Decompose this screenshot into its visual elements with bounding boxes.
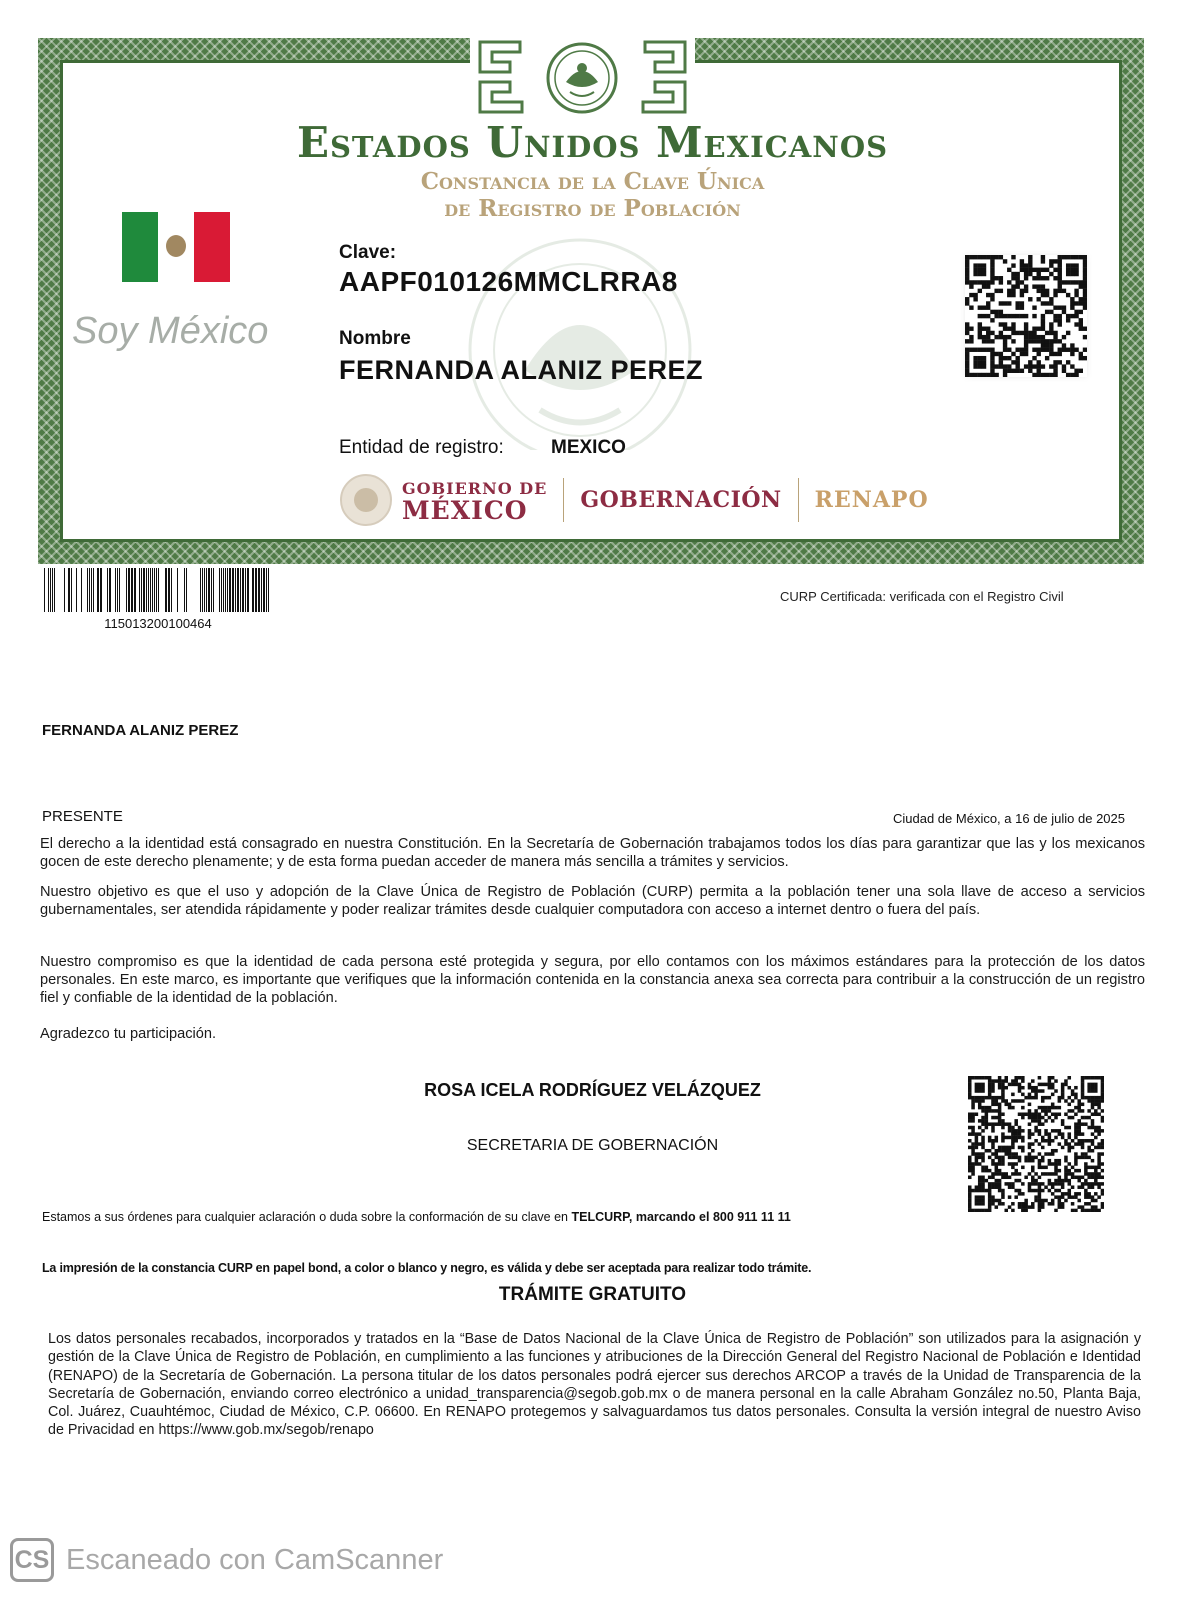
entidad-value: MEXICO	[551, 437, 626, 458]
government-seal-icon	[340, 474, 392, 526]
signer-name: ROSA ICELA RODRÍGUEZ VELÁZQUEZ	[424, 1080, 761, 1100]
letter-date: Ciudad de México, a 16 de julio de 2025	[893, 811, 1125, 826]
camscanner-logo-icon: CS	[10, 1538, 54, 1582]
national-crest-icon	[470, 38, 695, 120]
clave-value: AAPF010126MMCLRRA8	[339, 266, 678, 297]
entidad-label: Entidad de registro:	[339, 437, 504, 458]
qr-code-icon	[965, 255, 1087, 377]
free-procedure-notice: TRÁMITE GRATUITO	[498, 1284, 687, 1305]
letter-closing: Agradezco tu participación.	[40, 1026, 217, 1042]
certificate-qr-code	[965, 255, 1087, 377]
renapo-logo: RENAPO	[814, 487, 929, 513]
nombre-label: Nombre	[339, 328, 411, 349]
camscanner-text: Escaneado con CamScanner	[66, 1543, 444, 1576]
privacy-notice: Los datos personales recabados, incorporados y tratados en la “Base de Datos Nacional de la Clave Única de Registro de Población” son utilizados para la asignación y gestión de la Clave Única de Registro de Población, en cumplimiento a las funciones y atribuciones de la Dirección General del Registro Nacional de Población e Identidad (RENAPO) de la Secretaría de Gobernación. La persona titular de los datos personales podrá ejercer sus derechos ARCOP a través de la Unidad de Transparencia de la Secretaría de Gobernación, enviando correo electrónico a unidad_transparencia@segob.gob.mx o de manera personal en la calle Abraham González no.50, Planta Baja, Col. Juárez, Cuauhtémoc, Ciudad de México, C.P. 06600. En RENAPO protegemos y salvaguardamos tus datos personales. Consulta la versión integral de nuestro Aviso de Privacidad en https://www.gob.mx/segob/renapo	[48, 1331, 1141, 1439]
signer-title: SECRETARIA DE GOBERNACIÓN	[466, 1137, 719, 1154]
letter-paragraph-2: Nuestro objetivo es que el uso y adopción de la Clave Única de Registro de Población (CURP) permita a la población tener una sola llave de acceso a servicios gubernamentales, ser atendida rápidamente y poder realizar trámites desde cualquier computadora con acceso a internet dentro o fuera del país.	[40, 884, 1145, 918]
letter-paragraph-3: Nuestro compromiso es que la identidad de cada persona esté protegida y segura, por ello contamos con los máximos estándares para la protección de los datos personales. En este marco, es importante que verifiques que la información contenida en la constancia anexa sea correcta para contribuir a la construcción de un registro fiel y confiable de la identidad de la población.	[40, 954, 1145, 1006]
certified-note: CURP Certificada: verificada con el Registro Civil	[780, 589, 1064, 604]
nombre-value: FERNANDA ALANIZ PEREZ	[339, 355, 703, 385]
bond-paper-notice: La impresión de la constancia CURP en papel bond, a color o blanco y negro, es válida y debe ser aceptada para realizar todo trámite.	[42, 1261, 812, 1275]
barcode-number: 115013200100464	[104, 616, 212, 631]
camscanner-watermark	[10, 1538, 443, 1582]
certificate-title: Estados Unidos Mexicanos	[296, 118, 889, 167]
clave-label: Clave:	[339, 242, 397, 263]
contact-notice: Estamos a sus órdenes para cualquier aclaración o duda sobre la conformación de su clave en TELCURP, marcando el 800 911 11 11	[42, 1210, 791, 1224]
letter-greeting: PRESENTE	[42, 808, 123, 825]
letter-paragraph-1: El derecho a la identidad está consagrado en nuestra Constitución. En la Secretaría de Gobernación trabajamos todos los días para garantizar que las y los mexicanos gocen de este derecho plenamente; y de esta forma puedan acceder de manera más sencilla a trámites y servicios.	[40, 836, 1145, 870]
gobierno-de-mexico-logo: GOBIERNO DE MÉXICO	[402, 479, 548, 525]
gobernacion-logo: GOBERNACIÓN	[580, 487, 782, 513]
slogan-soy-mexico: Soy México	[72, 310, 269, 352]
crest-watermark-icon	[430, 220, 730, 450]
signature-qr-code-icon	[968, 1076, 1104, 1212]
letter-addressee: FERNANDA ALANIZ PEREZ	[42, 722, 239, 739]
mexican-flag-icon	[122, 212, 230, 282]
telcurp-phone: TELCURP, marcando el 800 911 11 11	[571, 1210, 791, 1224]
crest-badge	[470, 38, 695, 120]
subtitle-line-2: de Registro de Población	[444, 195, 741, 222]
barcode-icon	[44, 568, 272, 612]
government-logos	[340, 472, 929, 528]
subtitle-line-1: Constancia de la Clave Única	[420, 168, 765, 195]
